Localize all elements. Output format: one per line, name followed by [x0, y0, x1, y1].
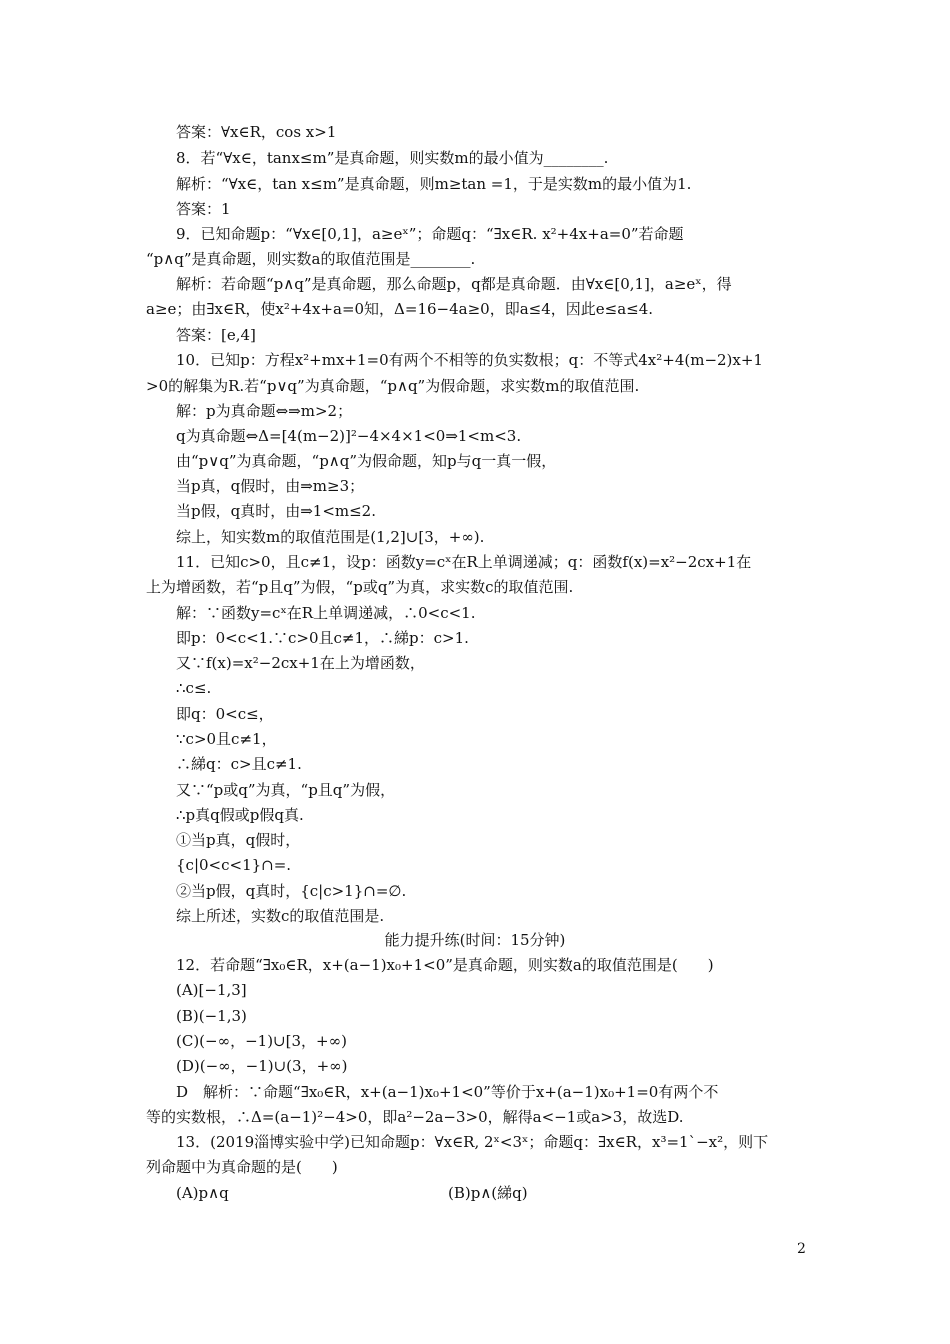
solution-10-line-3: 由“p∨q”为真命题，“p∧q”为假命题，知p与q一真一假， — [176, 452, 557, 470]
question-8: 8．若“∀x∈，tanx≤m”是真命题，则实数m的最小值为________. — [176, 149, 609, 167]
solution-10-line-6: 综上，知实数m的取值范围是(1,2]∪[3，+∞). — [176, 528, 485, 546]
solution-11-line-3: 又∵f(x)=x²−2cx+1在上为增函数， — [176, 654, 425, 672]
answer-8: 答案：1 — [176, 200, 231, 218]
solution-11-line-1: 解：∵函数y=cˣ在R上单调递减，∴0<c<1. — [176, 604, 476, 622]
question-12: 12．若命题“∃x₀∈R，x+(a−1)x₀+1<0”是真命题，则实数a的取值范围是( ) — [176, 956, 714, 974]
page-number: 2 — [797, 1241, 806, 1257]
answer-9: 答案：[e,4] — [176, 326, 256, 344]
question-10-line-2: >0的解集为R.若“p∨q”为真命题，“p∧q”为假命题，求实数m的取值范围. — [146, 377, 640, 395]
question-13-line-2: 列命题中为真命题的是( ) — [146, 1158, 338, 1176]
analysis-12-line-2: 等的实数根，∴Δ=(a−1)²−4>0，即a²−2a−3>0，解得a<−1或a>3，故选D. — [146, 1108, 684, 1126]
section-heading: 能力提升练(时间：15分钟) — [384, 931, 566, 949]
analysis-9-line-2: a≥e；由∃x∈R，使x²+4x+a=0知，Δ=16−4a≥0，即a≤4，因此e≤a≤4. — [146, 300, 654, 318]
question-12-option-b: (B)(−1,3) — [176, 1007, 247, 1025]
question-10-line-1: 10．已知p：方程x²+mx+1=0有两个不相等的负实数根；q：不等式4x²+4(m−2)x+1 — [176, 351, 763, 369]
question-13-option-b: (B)p∧(綈q) — [448, 1184, 528, 1202]
question-11-line-2: 上为增函数，若“p且q”为假，“p或q”为真，求实数c的取值范围. — [146, 578, 574, 596]
solution-10-line-4: 当p真，q假时，由⇒m≥3； — [176, 477, 365, 495]
solution-11-line-10: ①当p真，q假时， — [176, 831, 301, 849]
solution-11-line-13: 综上所述，实数c的取值范围是. — [176, 907, 385, 925]
question-12-option-a: (A)[−1,3] — [176, 981, 247, 999]
question-9-line-1: 9．已知命题p：“∀x∈[0,1]，a≥eˣ”；命题q：“∃x∈R. x²+4x+a=0”若命题 — [176, 225, 684, 243]
question-13-option-a: (A)p∧q — [176, 1184, 229, 1202]
solution-11-line-4: ∴c≤. — [176, 679, 212, 697]
question-12-option-c: (C)(−∞，−1)∪[3，+∞) — [176, 1032, 347, 1050]
solution-11-line-2: 即p：0<c<1.∵c>0且c≠1，∴綈p：c>1. — [176, 629, 469, 647]
analysis-9-line-1: 解析：若命题“p∧q”是真命题，那么命题p，q都是真命题．由∀x∈[0,1]，a≥eˣ，得 — [176, 275, 732, 293]
solution-11-line-9: ∴p真q假或p假q真. — [176, 806, 304, 824]
question-9-line-2: “p∧q”是真命题，则实数a的取值范围是________. — [146, 250, 476, 268]
solution-11-line-11: {c|0<c<1}∩=. — [176, 856, 292, 874]
analysis-8: 解析：“∀x∈，tan x≤m”是真命题，则m≥tan =1，于是实数m的最小值为1. — [176, 175, 692, 193]
solution-11-line-7: ∴綈q：c>且c≠1. — [176, 755, 302, 773]
question-11-line-1: 11．已知c>0，且c≠1，设p：函数y=cˣ在R上单调递减；q：函数f(x)=x²−2cx+1在 — [176, 553, 752, 571]
solution-10-line-2: q为真命题⇔Δ=[4(m−2)]²−4×4×1<0⇒1<m<3. — [176, 427, 522, 445]
solution-11-line-5: 即q：0<c≤， — [176, 705, 274, 723]
solution-11-line-8: 又∵“p或q”为真，“p且q”为假， — [176, 781, 396, 799]
analysis-12-line-1: D 解析：∵命题“∃x₀∈R，x+(a−1)x₀+1<0”等价于x+(a−1)x₀+1=0有两个不 — [176, 1083, 719, 1101]
solution-11-line-12: ②当p假，q真时，{c|c>1}∩=∅. — [176, 882, 407, 900]
question-13-line-1: 13．(2019淄博实验中学)已知命题p：∀x∈R, 2ˣ<3ˣ；命题q：∃x∈R，x³=1`−x²，则下 — [176, 1133, 769, 1151]
solution-10-line-1: 解：p为真命题⇔⇒m>2； — [176, 402, 353, 420]
solution-10-line-5: 当p假，q真时，由⇒1<m≤2. — [176, 502, 376, 520]
solution-11-line-6: ∵c>0且c≠1， — [176, 730, 277, 748]
question-12-option-d: (D)(−∞，−1)∪(3，+∞) — [176, 1057, 348, 1075]
answer-7: 答案：∀x∈R，cos x>1 — [176, 123, 337, 141]
